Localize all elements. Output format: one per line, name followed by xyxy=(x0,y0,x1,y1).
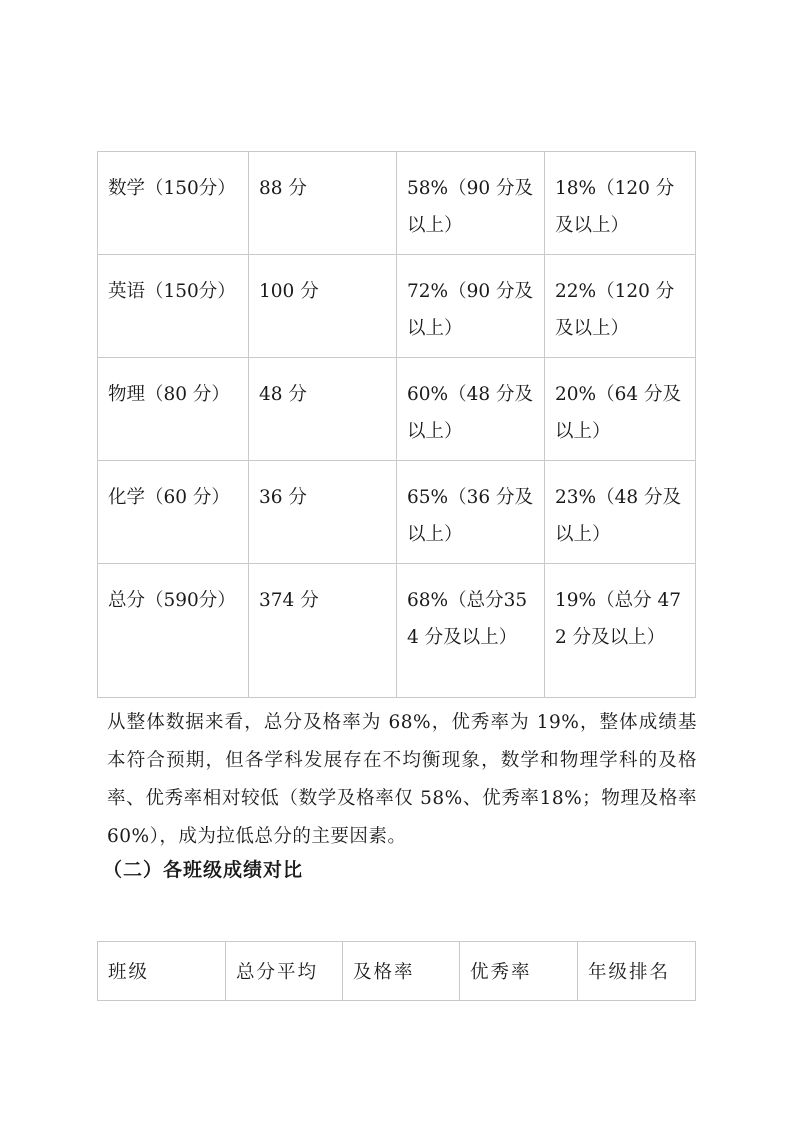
subject-score-table xyxy=(97,151,696,698)
column-header-excellence-rate: 优秀率 xyxy=(460,942,578,1001)
subject-cell: 总分（590分） xyxy=(98,564,249,698)
pass-rate-cell: 58%（90 分及以上） xyxy=(397,152,545,255)
excellence-rate-cell: 18%（120 分及以上） xyxy=(545,152,696,255)
table-row xyxy=(98,255,696,358)
subject-cell: 英语（150分） xyxy=(98,255,249,358)
average-cell: 36 分 xyxy=(249,461,397,564)
column-header-grade-rank: 年级排名 xyxy=(578,942,696,1001)
column-header-total-average: 总分平均 xyxy=(226,942,343,1001)
excellence-rate-cell: 23%（48 分及以上） xyxy=(545,461,696,564)
table-row xyxy=(98,152,696,255)
pass-rate-cell: 72%（90 分及以上） xyxy=(397,255,545,358)
pass-rate-cell: 60%（48 分及以上） xyxy=(397,358,545,461)
pass-rate-cell: 68%（总分354 分及以上） xyxy=(397,564,545,698)
excellence-rate-cell: 22%（120 分及以上） xyxy=(545,255,696,358)
summary-paragraph: 从整体数据来看，总分及格率为 68%，优秀率为 19%，整体成绩基本符合预期，但各学科发展存在不均衡现象，数学和物理学科的及格率、优秀率相对较低（数学及格率仅 58%、优秀率18%；物理及格率 60%），成为拉低总分的主要因素。 xyxy=(107,711,697,847)
column-header-class: 班级 xyxy=(98,942,226,1001)
column-header-pass-rate: 及格率 xyxy=(343,942,460,1001)
average-cell: 48 分 xyxy=(249,358,397,461)
table-row xyxy=(98,358,696,461)
average-cell: 374 分 xyxy=(249,564,397,698)
pass-rate-cell: 65%（36 分及以上） xyxy=(397,461,545,564)
class-comparison-table xyxy=(97,941,696,1001)
subject-cell: 数学（150分） xyxy=(98,152,249,255)
subject-cell: 化学（60 分） xyxy=(98,461,249,564)
table-header-row xyxy=(98,942,696,1001)
average-cell: 88 分 xyxy=(249,152,397,255)
excellence-rate-cell: 19%（总分 472 分及以上） xyxy=(545,564,696,698)
excellence-rate-cell: 20%（64 分及以上） xyxy=(545,358,696,461)
subject-cell: 物理（80 分） xyxy=(98,358,249,461)
table-row xyxy=(98,564,696,698)
section-heading: （二）各班级成绩对比 xyxy=(103,859,304,881)
table-row xyxy=(98,461,696,564)
average-cell: 100 分 xyxy=(249,255,397,358)
